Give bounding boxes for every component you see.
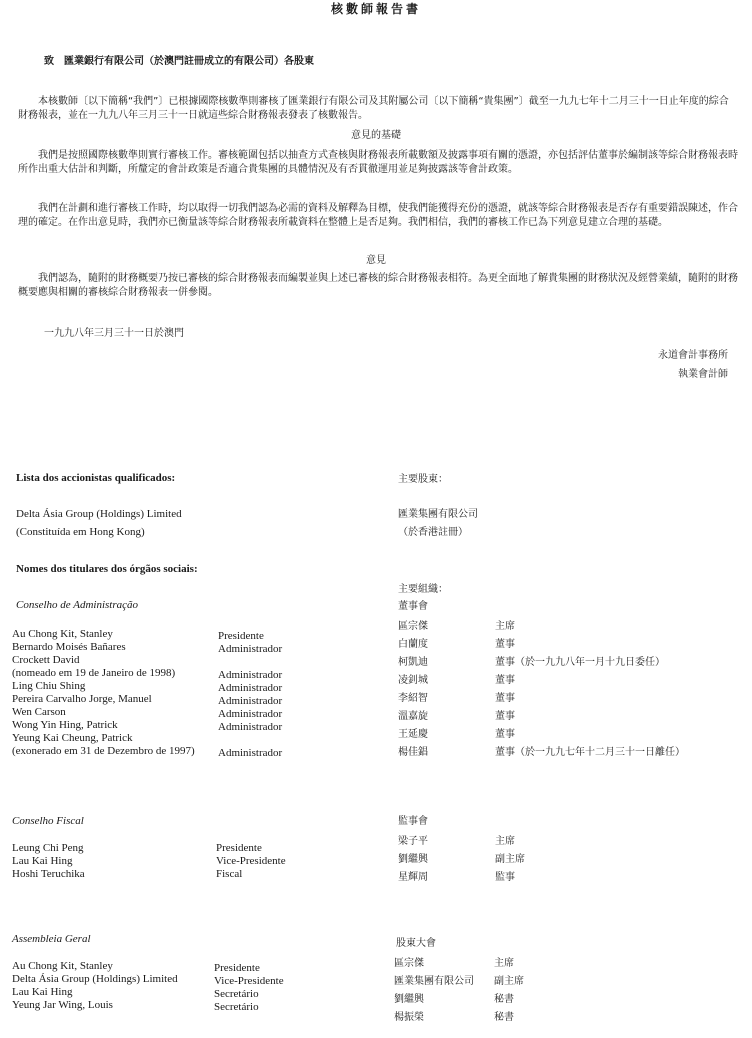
list-item: Yeung Jar Wing, Louis <box>12 999 113 1011</box>
list-item: Wong Yin Hing, Patrick <box>12 719 118 731</box>
board-title-zh: 董事會 <box>398 601 428 612</box>
list-item: 區宗傑 <box>398 621 428 632</box>
list-item: Au Chong Kit, Stanley <box>12 628 113 640</box>
board-roles-pt <box>218 630 282 760</box>
list-item: 主席 <box>495 836 515 847</box>
shareholder-name-pt: Delta Ásia Group (Holdings) Limited <box>16 508 182 520</box>
list-item: Administrador <box>218 669 283 681</box>
list-item: 董事 <box>495 639 515 650</box>
list-item: (exonerado em 31 de Dezembro de 1997) <box>12 745 195 757</box>
shareholder-name-zh: 匯業集團有限公司 <box>398 509 478 520</box>
list-item: 董事 <box>495 711 515 722</box>
report-paragraph-3: 我們在計劃和進行審核工作時，均以取得一切我們認為必需的資料及解釋為目標，使我們能獲得充份的憑證，就該等綜合財務報表是否存有重要錯誤陳述，作合理的確定。在作出意見時，我們亦已衡量該等綜合財務報表所載資料在整體上是否足夠。我們相信，我們的審核工作已為下列意見建立合理的基礎。 <box>18 203 738 228</box>
list-item: 副主席 <box>495 854 525 865</box>
firm-role: 執業會計師 <box>678 369 728 380</box>
list-item: Secretário <box>214 1001 259 1013</box>
list-item: Administrador <box>218 708 283 720</box>
list-item: Pereira Carvalho Jorge, Manuel <box>12 693 152 705</box>
list-item: 主席 <box>494 958 514 969</box>
board-members-zh <box>398 618 428 762</box>
report-addressee: 致 匯業銀行有限公司（於澳門註冊成立的有限公司）各股東 <box>44 56 314 67</box>
fiscal-members-zh <box>398 833 428 887</box>
board-title-pt: Conselho de Administração <box>16 599 139 611</box>
list-item: Lau Kai Hing <box>12 855 73 867</box>
assembly-roles-pt <box>214 962 284 1014</box>
list-item: 秘書 <box>494 994 514 1005</box>
assembly-members-pt <box>12 960 178 1012</box>
list-item: Presidente <box>214 962 260 974</box>
report-title: 核數師報告書 <box>330 2 421 16</box>
board-roles-zh <box>495 618 685 762</box>
report-paragraph-2: 我們是按照國際核數準則實行審核工作。審核範圍包括以抽查方式查核與財務報表所載數額及披露事項有關的憑證，亦包括評估董事於編制該等綜合財務報表時所作出重大估計和判斷，所釐定的會計政策是否適合貴集團的具體情況及有否貫徹運用並足夠披露該等會計政策。 <box>18 150 738 175</box>
list-item: 李紹智 <box>398 693 428 704</box>
list-item: 監事 <box>495 872 515 883</box>
organs-heading-pt: Nomes dos titulares dos órgãos sociais: <box>16 563 198 575</box>
shareholders-heading-zh: 主要股東： <box>398 474 448 485</box>
basis-heading: 意見的基礎 <box>351 130 401 141</box>
list-item: Ling Chiu Shing <box>12 680 86 692</box>
list-item: Au Chong Kit, Stanley <box>12 960 113 972</box>
list-item: Vice-Presidente <box>216 855 286 867</box>
list-item: Secretário <box>214 988 259 1000</box>
list-item: 董事 <box>495 729 515 740</box>
shareholder-note-zh: （於香港註冊） <box>398 527 468 538</box>
report-paragraph-4: 我們認為，隨附的財務概要乃按已審核的綜合財務報表而編製並與上述已審核的綜合財務報表相符。為更全面地了解貴集團的財務狀況及經營業績，隨附的財務概要應與相關的審核綜合財務報表一併參閱。 <box>18 273 738 298</box>
list-item: Administrador <box>218 695 283 707</box>
list-item: 匯業集團有限公司 <box>394 976 474 987</box>
report-paragraph-1: 本核數師〔以下簡稱“我們”〕已根據國際核數準則審核了匯業銀行有限公司及其附屬公司〔以下簡稱“貴集團”〕截至一九九七年十二月三十一日止年度的綜合財務報表，並在一九九八年三月三十一日就這些綜合財務報表發表了核數報告。 <box>18 96 729 121</box>
firm-name: 永道會計事務所 <box>658 350 728 361</box>
report-date: 一九九八年三月三十一日於澳門 <box>44 328 184 339</box>
list-item: Presidente <box>218 630 264 642</box>
list-item: 劉繼興 <box>398 854 428 865</box>
list-item: Administrador <box>218 643 283 655</box>
fiscal-title-zh: 監事會 <box>398 816 428 827</box>
list-item: Crockett David <box>12 654 80 666</box>
list-item: 秘書 <box>494 1012 514 1023</box>
list-item <box>218 656 282 669</box>
list-item: Presidente <box>216 842 262 854</box>
list-item: Yeung Kai Cheung, Patrick <box>12 732 133 744</box>
list-item: 溫嘉旋 <box>398 711 428 722</box>
assembly-roles-zh <box>494 955 524 1027</box>
list-item: 副主席 <box>494 976 524 987</box>
board-members-pt <box>12 628 195 758</box>
fiscal-title-pt: Conselho Fiscal <box>12 815 84 827</box>
list-item: 梁子平 <box>398 836 428 847</box>
opinion-heading: 意見 <box>366 255 386 266</box>
list-item: Leung Chi Peng <box>12 842 84 854</box>
list-item: Administrador <box>218 747 283 759</box>
list-item: Delta Ásia Group (Holdings) Limited <box>12 973 178 985</box>
list-item: 區宗傑 <box>394 958 424 969</box>
list-item: Bernardo Moisés Bañares <box>12 641 126 653</box>
list-item: Lau Kai Hing <box>12 986 73 998</box>
list-item: 王延慶 <box>398 729 428 740</box>
list-item: 星輝周 <box>398 872 428 883</box>
list-item: 董事（於一九九八年一月十九日委任） <box>495 657 665 668</box>
list-item: 凌釗城 <box>398 675 428 686</box>
list-item: 劉繼興 <box>394 994 424 1005</box>
list-item: 楊佳錩 <box>398 747 428 758</box>
list-item: (nomeado em 19 de Janeiro de 1998) <box>12 667 176 679</box>
fiscal-roles-pt <box>216 842 286 881</box>
organs-heading-zh: 主要組織： <box>398 584 448 595</box>
shareholders-heading-pt: Lista dos accionistas qualificados: <box>16 472 176 484</box>
list-item: 主席 <box>495 621 515 632</box>
fiscal-members-pt <box>12 842 85 881</box>
list-item: Wen Carson <box>12 706 66 718</box>
assembly-title-pt: Assembleia Geral <box>12 933 91 945</box>
list-item: 白蘭度 <box>398 639 428 650</box>
shareholder-note-pt: (Constituída em Hong Kong) <box>16 526 145 538</box>
list-item: 董事 <box>495 675 515 686</box>
list-item: Vice-Presidente <box>214 975 284 987</box>
fiscal-roles-zh <box>495 833 525 887</box>
list-item: 柯凱迪 <box>398 657 428 668</box>
list-item <box>218 734 282 747</box>
list-item: Hoshi Teruchika <box>12 868 85 880</box>
list-item: Administrador <box>218 682 283 694</box>
assembly-members-zh <box>394 955 474 1027</box>
assembly-title-zh: 股東大會 <box>396 938 436 949</box>
list-item: 董事 <box>495 693 515 704</box>
list-item: Fiscal <box>216 868 243 880</box>
list-item: 楊振榮 <box>394 1012 424 1023</box>
list-item: Administrador <box>218 721 283 733</box>
list-item: 董事（於一九九七年十二月三十一日離任） <box>495 747 685 758</box>
